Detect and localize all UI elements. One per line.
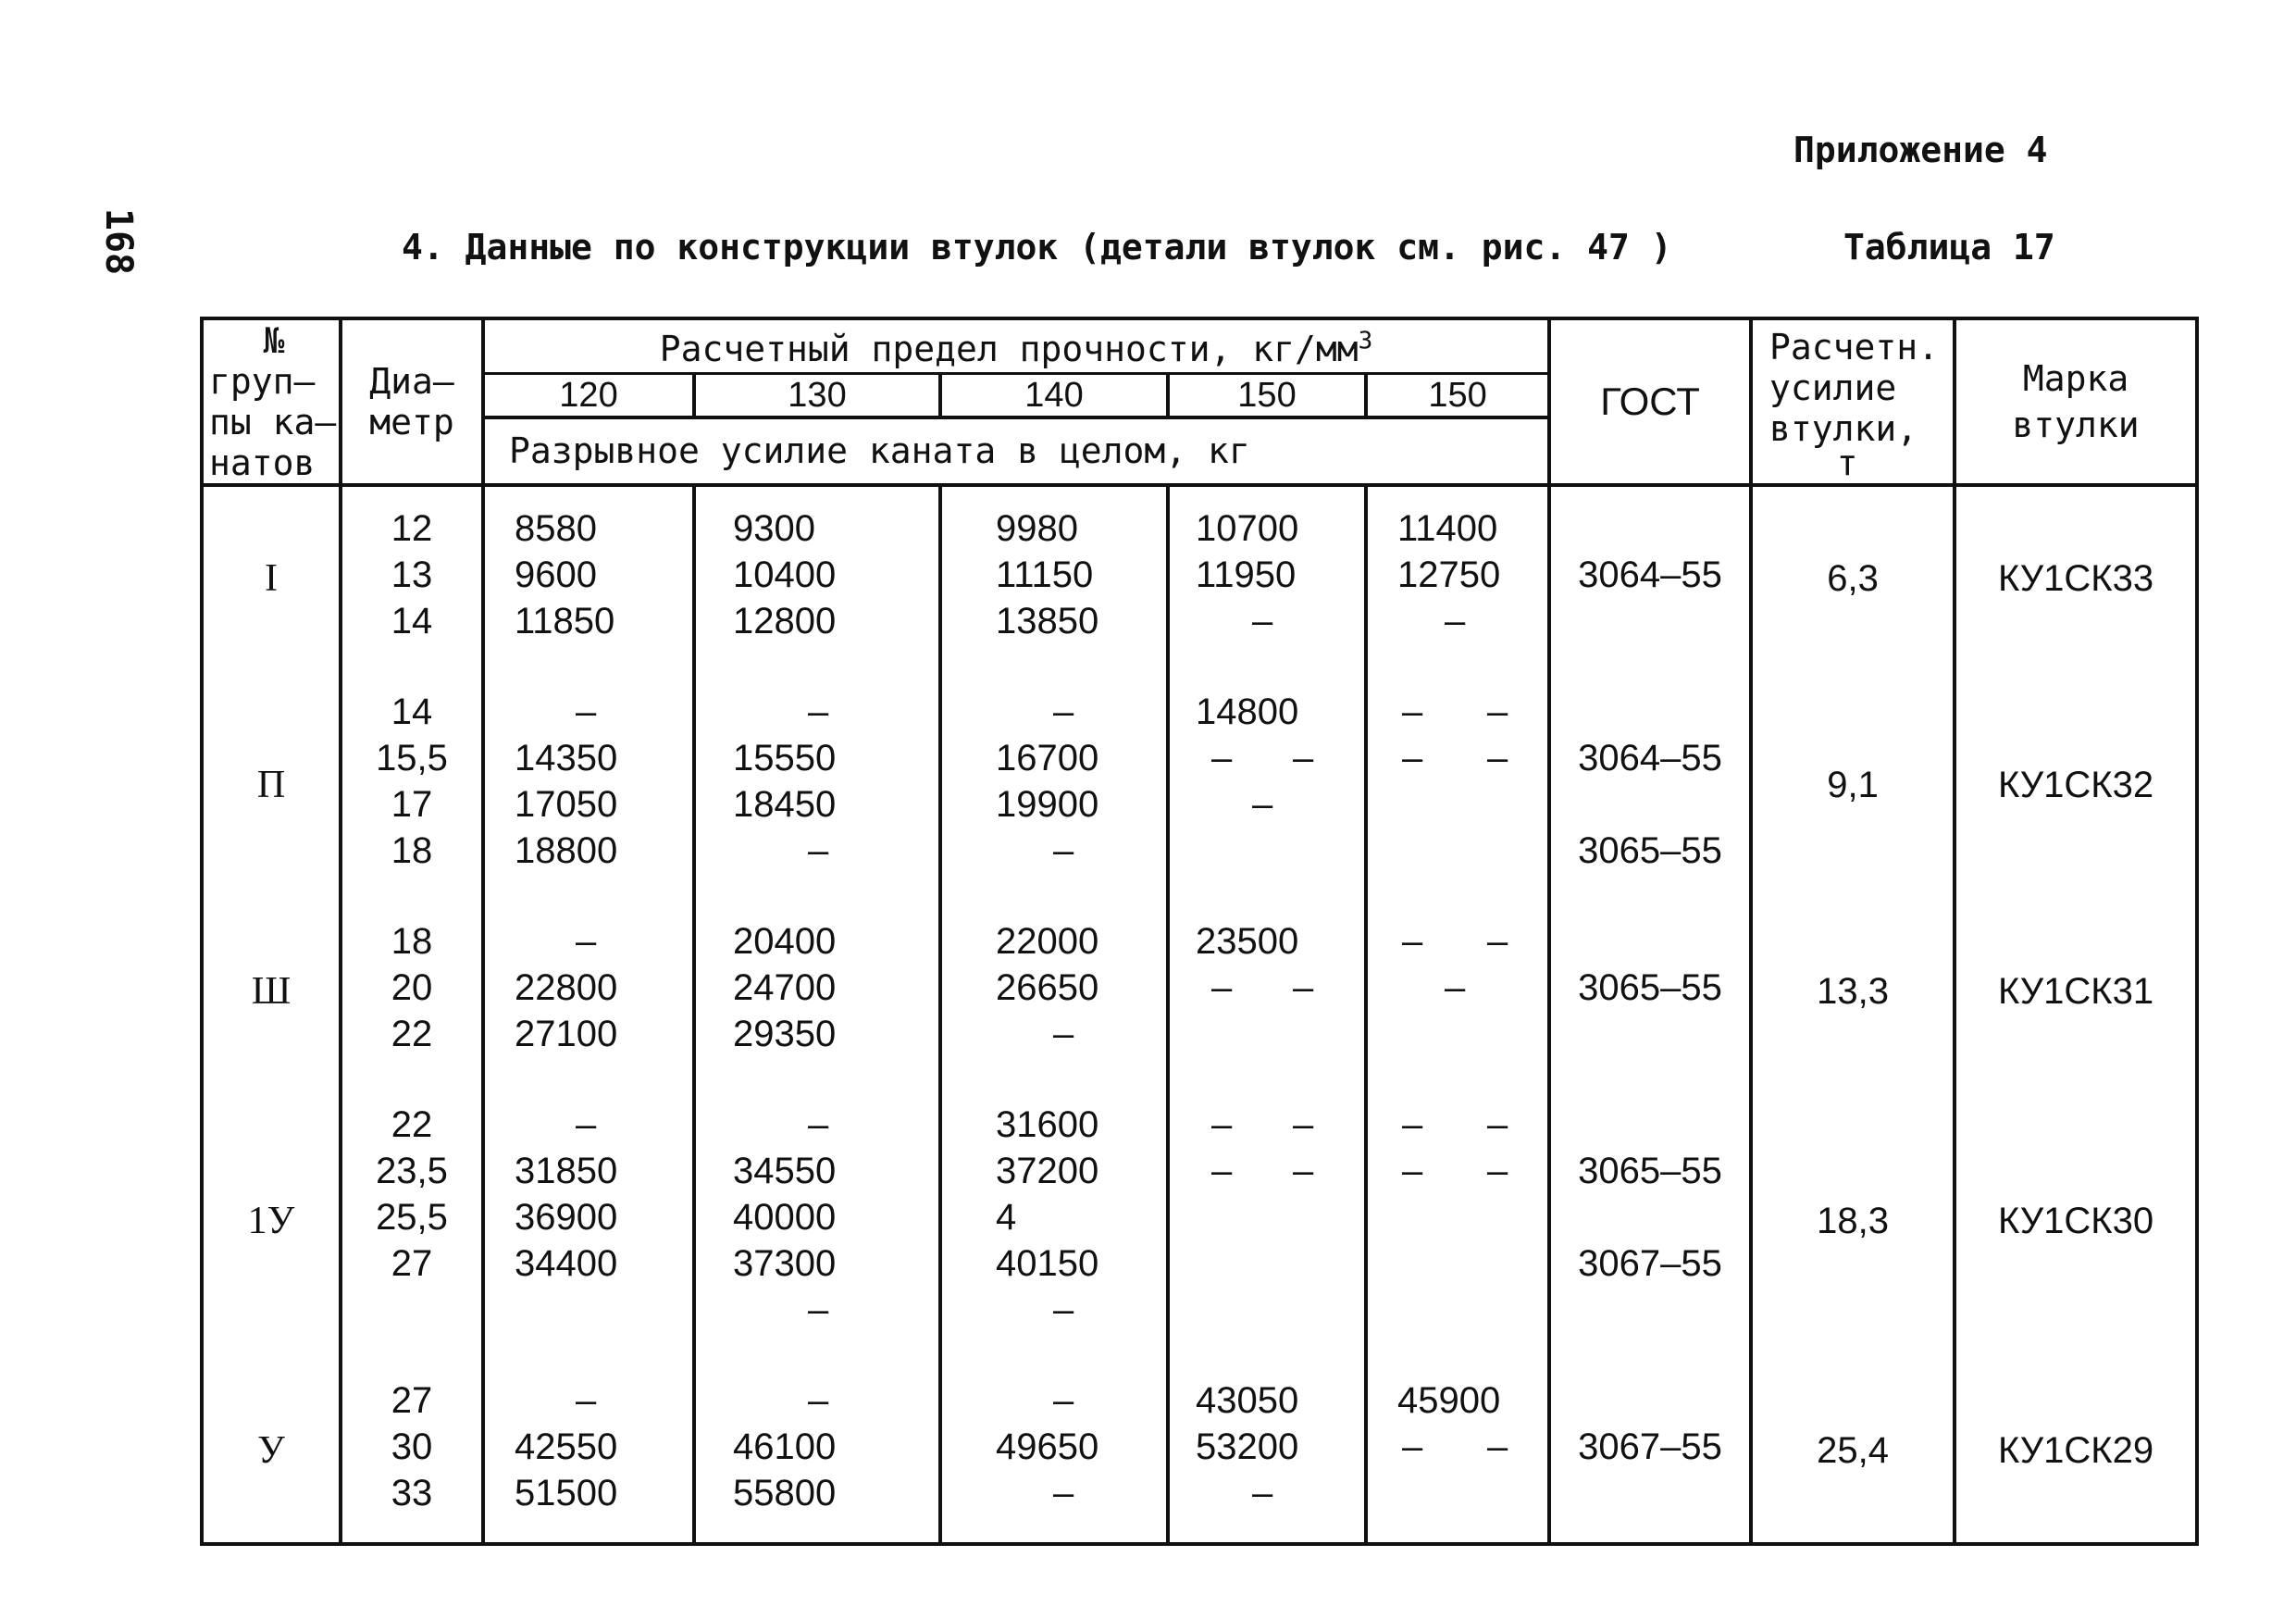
cell-value-150: 23500 [1196, 921, 1299, 962]
cell-diameter [342, 1287, 481, 1333]
cell-gost [1551, 1287, 1749, 1333]
cell-gost [1551, 1102, 1749, 1148]
header-diameter-line: метр [369, 402, 454, 442]
cell-value-150-second: – [1402, 691, 1423, 732]
cell-force: 6,3 [1751, 485, 1955, 670]
table-row [202, 1083, 2197, 1359]
cell-mark: КУ1СК29 [1955, 1359, 2197, 1544]
cell-value-120: 11850 [515, 601, 615, 641]
appendix-label: Приложение 4 [1793, 130, 2048, 170]
header-strength-130: 130 [694, 374, 940, 417]
cell-value-130: 40000 [733, 1197, 837, 1238]
header-strength-150-second: 150 [1366, 374, 1549, 417]
cell-mark: КУ1СК33 [1955, 485, 2197, 670]
header-group [202, 318, 341, 485]
header-force [1751, 318, 1955, 485]
cell-group-number: I [202, 485, 341, 670]
cell-value-130: 15550 [733, 738, 837, 778]
header-strength-150: 150 [1168, 374, 1366, 417]
header-mark-line: втулки [2012, 405, 2140, 445]
cell-value-150-second: – [1402, 921, 1423, 962]
header-diameter [341, 318, 483, 485]
table-body [202, 485, 2197, 1544]
cell-gost [1551, 1194, 1749, 1240]
cell-value-150-list [1168, 900, 1366, 1083]
header-mark-line: Марка [2022, 358, 2129, 399]
cell-value-130: – [808, 1380, 829, 1421]
cell-gost: 3064–55 [1578, 738, 1722, 778]
cell-value-150-second-list [1366, 1359, 1549, 1544]
cell-value-140-list [940, 670, 1168, 900]
cell-diameter: 14 [391, 601, 433, 641]
cell-mark: КУ1СК32 [1955, 670, 2197, 900]
cell-value-140: – [1053, 1289, 1074, 1330]
cell-value-130: – [808, 1289, 829, 1330]
cell-diameter: 12 [391, 508, 433, 549]
cell-value-120-list [483, 1083, 694, 1359]
cell-diameter-list [341, 485, 483, 670]
table-row [202, 900, 2197, 1083]
cell-value-150: – [1252, 1473, 1273, 1513]
cell-gost [1551, 1011, 1749, 1057]
cell-diameter: 22 [391, 1014, 433, 1054]
cell-value-150-second: – [1402, 1151, 1423, 1191]
cell-force: 18,3 [1751, 1083, 1955, 1359]
cell-value-120: 34400 [515, 1243, 618, 1284]
cell-value-150: 10700 [1196, 508, 1299, 549]
cell-mark: КУ1СК31 [1955, 900, 2197, 1083]
cell-value-130: 55800 [733, 1473, 837, 1513]
cell-value-150 [1170, 1194, 1364, 1240]
cell-value-120-list [483, 900, 694, 1083]
cell-value-120: – [576, 691, 597, 732]
cell-value-150-second: – [1487, 921, 1508, 962]
cell-diameter: 13 [391, 554, 433, 595]
cell-value-150-second: – [1445, 967, 1466, 1008]
cell-value-130-list [694, 485, 940, 670]
cell-gost: 3067–55 [1578, 1243, 1722, 1284]
cell-gost [1551, 505, 1749, 552]
cell-value-150: 53200 [1196, 1426, 1299, 1467]
cell-value-140: – [1053, 830, 1074, 871]
cell-value-120-list [483, 485, 694, 670]
header-diameter-line: Диа– [369, 361, 454, 402]
cell-diameter: 18 [391, 830, 433, 871]
cell-value-130-list [694, 670, 940, 900]
cell-value-150: – [1293, 1104, 1314, 1145]
cell-value-150: – [1293, 967, 1314, 1008]
table-row [202, 670, 2197, 900]
cell-value-140-list [940, 1359, 1168, 1544]
cell-value-130: 37300 [733, 1243, 837, 1284]
table-row [202, 485, 2197, 670]
header-group-line: пы ка– [209, 402, 337, 442]
cell-value-130: 12800 [733, 601, 837, 641]
cell-value-150-second: – [1487, 738, 1508, 778]
cell-value-140: 11150 [996, 554, 1094, 595]
cell-value-150: – [1211, 1151, 1233, 1191]
cell-value-140: 22000 [996, 921, 1099, 962]
cell-gost-list [1549, 485, 1751, 670]
header-group-line: груп– [209, 361, 316, 402]
cell-value-130: 24700 [733, 967, 837, 1008]
cell-value-150: – [1211, 967, 1233, 1008]
cell-value-140: – [1053, 691, 1074, 732]
cell-value-120: 42550 [515, 1426, 618, 1467]
cell-value-150-list [1168, 485, 1366, 670]
cell-value-120: – [576, 1104, 597, 1145]
cell-value-120: 51500 [515, 1473, 618, 1513]
cell-diameter: 18 [391, 921, 433, 962]
cell-value-120-list [483, 1359, 694, 1544]
cell-value-150: – [1252, 784, 1273, 825]
cell-value-120: 9600 [515, 554, 597, 595]
cell-diameter: 27 [391, 1243, 433, 1284]
cell-diameter: 33 [391, 1473, 433, 1513]
cell-value-150-second: 12750 [1397, 554, 1501, 595]
cell-value-140-list [940, 1083, 1168, 1359]
header-force-line: Расчетн. [1769, 327, 1940, 367]
cell-value-120: 14350 [515, 738, 618, 778]
cell-value-150-second: – [1487, 1426, 1508, 1467]
cell-value-140: 13850 [996, 601, 1099, 641]
cell-value-130: 18450 [733, 784, 837, 825]
cell-value-150-second-list [1366, 1083, 1549, 1359]
cell-gost [1551, 598, 1749, 644]
cell-diameter: 25,5 [376, 1197, 448, 1238]
cell-diameter: 15,5 [376, 738, 448, 778]
cell-value-140: 26650 [996, 967, 1099, 1008]
cell-force: 9,1 [1751, 670, 1955, 900]
cell-value-140: 9980 [996, 508, 1078, 549]
cell-gost [1551, 1377, 1749, 1424]
cell-diameter: 14 [391, 691, 433, 732]
cell-gost: 3065–55 [1578, 830, 1722, 871]
cell-value-150-second: 11400 [1397, 508, 1498, 549]
header-mark [1955, 318, 2197, 485]
cell-force: 25,4 [1751, 1359, 1955, 1544]
cell-value-150-second: – [1487, 1151, 1508, 1191]
cell-value-120: – [576, 921, 597, 962]
cell-diameter: 20 [391, 967, 433, 1008]
cell-value-130: 10400 [733, 554, 837, 595]
cell-value-120-list [483, 670, 694, 900]
cell-value-150-list [1168, 1359, 1366, 1544]
cell-value-150-list [1168, 670, 1366, 900]
cell-diameter: 23,5 [376, 1151, 448, 1191]
cell-gost: 3064–55 [1578, 554, 1722, 595]
table-row [202, 1359, 2197, 1544]
cell-gost [1551, 918, 1749, 965]
cell-value-140-list [940, 485, 1168, 670]
cell-group-number: Ш [202, 900, 341, 1083]
cell-value-120: 36900 [515, 1197, 618, 1238]
header-group-line: натов [209, 442, 316, 483]
cell-value-140: 4 [996, 1197, 1017, 1238]
cell-diameter-list [341, 670, 483, 900]
cell-gost-list [1549, 900, 1751, 1083]
cell-diameter-list [341, 1083, 483, 1359]
cell-gost: 3065–55 [1578, 967, 1722, 1008]
cell-value-150-second: – [1445, 601, 1466, 641]
header-group-line: № [263, 320, 285, 361]
cell-value-150: – [1211, 1104, 1233, 1145]
cell-value-150-second: – [1402, 1426, 1423, 1467]
cell-value-150-second-list [1366, 670, 1549, 900]
cell-value-120: 22800 [515, 967, 618, 1008]
cell-mark: КУ1СК30 [1955, 1083, 2197, 1359]
cell-value-150: – [1293, 738, 1314, 778]
cell-gost-list [1549, 1083, 1751, 1359]
table-caption: 4. Данные по конструкции втулок (детали втулок см. рис. 47 ) [402, 227, 1672, 268]
cell-value-140: 31600 [996, 1104, 1099, 1145]
cell-value-130: 46100 [733, 1426, 837, 1467]
cell-value-150-second-list [1366, 485, 1549, 670]
cell-value-120: 27100 [515, 1014, 618, 1054]
cell-value-150: 14800 [1196, 691, 1299, 732]
cell-value-150: 11950 [1196, 554, 1297, 595]
header-breaking-force: Разрывное усилие каната в целом, кг [483, 417, 1549, 485]
cell-value-130: 29350 [733, 1014, 837, 1054]
cell-value-130: – [808, 830, 829, 871]
cell-diameter-list [341, 1359, 483, 1544]
cell-value-150: 43050 [1196, 1380, 1299, 1421]
cell-value-140: 40150 [996, 1243, 1099, 1284]
cell-diameter: 30 [391, 1426, 433, 1467]
cell-gost: 3067–55 [1578, 1426, 1722, 1467]
cell-value-150-list [1168, 1083, 1366, 1359]
cell-value-130: – [808, 1104, 829, 1145]
cell-value-150-second-list [1366, 900, 1549, 1083]
cell-value-130: 20400 [733, 921, 837, 962]
cell-value-150-second: – [1402, 1104, 1423, 1145]
cell-value-150: – [1293, 1151, 1314, 1191]
header-force-line: т [1836, 442, 1858, 483]
cell-value-130-list [694, 900, 940, 1083]
cell-gost-list [1549, 670, 1751, 900]
page-number: 168 [97, 207, 141, 276]
header-force-line: усилие [1769, 367, 1897, 408]
cell-group-number: У [202, 1359, 341, 1544]
cell-value-140: – [1053, 1380, 1074, 1421]
cell-force: 13,3 [1751, 900, 1955, 1083]
cell-value-120: – [576, 1380, 597, 1421]
header-strength-title [483, 318, 1549, 374]
table-header [202, 318, 2197, 485]
cell-value-140: – [1053, 1014, 1074, 1054]
cell-value-150-second: – [1487, 1104, 1508, 1145]
cell-value-130: 34550 [733, 1151, 837, 1191]
cell-value-150: – [1211, 738, 1233, 778]
cell-value-130: – [808, 691, 829, 732]
cell-value-150-second: 45900 [1397, 1380, 1501, 1421]
cell-value-130-list [694, 1359, 940, 1544]
header-strength-text: Расчетный предел прочности, кг/мм [659, 329, 1359, 370]
header-strength-sup: 3 [1358, 327, 1373, 355]
cell-value-120: 17050 [515, 784, 618, 825]
bushing-data-table [200, 317, 2195, 1546]
cell-group-number: П [202, 670, 341, 900]
cell-value-150-second: – [1402, 738, 1423, 778]
table-number-label: Таблица 17 [1843, 227, 2055, 268]
cell-diameter: 27 [391, 1380, 433, 1421]
cell-gost-list [1549, 1359, 1751, 1544]
cell-gost: 3065–55 [1578, 1151, 1722, 1191]
cell-value-150-second [1368, 1194, 1547, 1240]
cell-value-120: 8580 [515, 508, 597, 549]
cell-group-number: 1У [202, 1083, 341, 1359]
header-strength-120: 120 [483, 374, 694, 417]
cell-value-120: 31850 [515, 1151, 618, 1191]
header-force-line: втулки, [1769, 408, 1918, 449]
cell-value-140: 16700 [996, 738, 1099, 778]
cell-gost [1551, 1470, 1749, 1516]
cell-gost [1551, 781, 1749, 828]
cell-value-140: – [1053, 1473, 1074, 1513]
cell-value-140: 19900 [996, 784, 1099, 825]
cell-value-140: 37200 [996, 1151, 1099, 1191]
cell-value-130: 9300 [733, 508, 815, 549]
cell-diameter-list [341, 900, 483, 1083]
cell-diameter: 22 [391, 1104, 433, 1145]
cell-value-150-second: – [1487, 691, 1508, 732]
cell-value-140-list [940, 900, 1168, 1083]
cell-value-150: – [1252, 601, 1273, 641]
header-strength-140: 140 [940, 374, 1168, 417]
cell-value-120: 18800 [515, 830, 618, 871]
header-gost: ГОСТ [1549, 318, 1751, 485]
cell-gost [1551, 689, 1749, 735]
cell-value-120 [485, 1287, 692, 1333]
cell-diameter: 17 [391, 784, 433, 825]
cell-value-140: 49650 [996, 1426, 1099, 1467]
cell-value-130-list [694, 1083, 940, 1359]
